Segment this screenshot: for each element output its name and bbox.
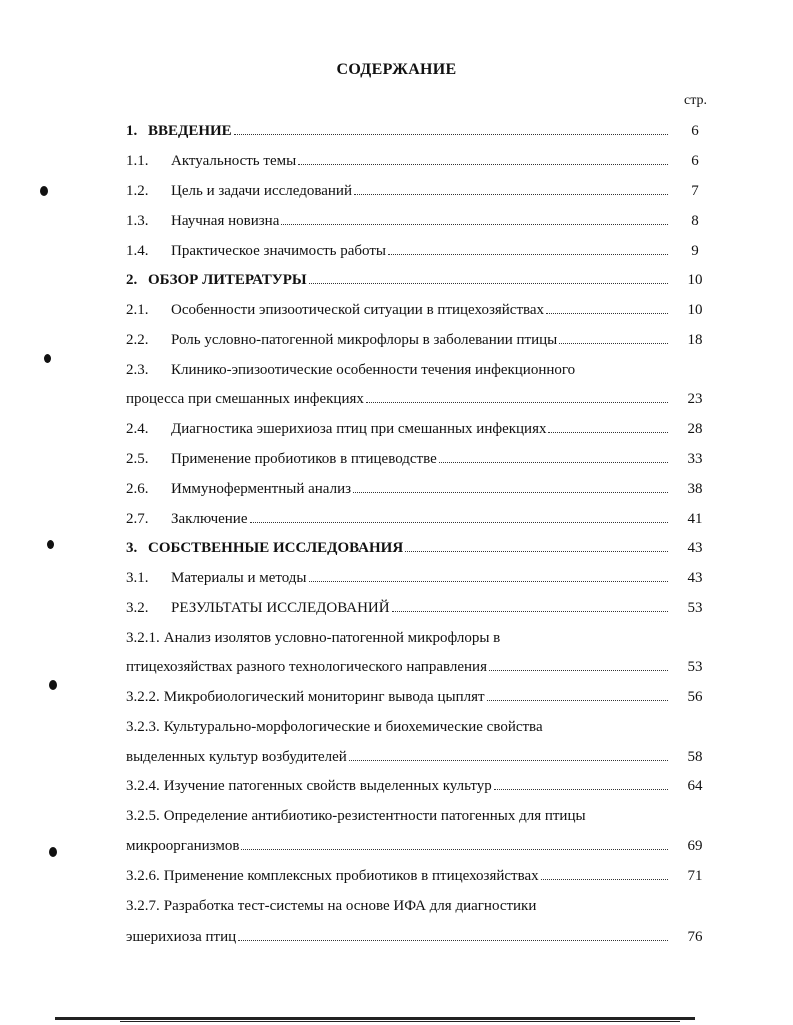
page-bottom-edge [55, 1017, 695, 1020]
toc-entry [126, 359, 706, 379]
page-column-label: стр. [684, 93, 708, 108]
toc-entry [126, 686, 706, 706]
toc-entry-continuation [126, 926, 706, 946]
leader-dots [392, 611, 668, 612]
toc-entry-page: 33 [687, 451, 703, 467]
toc-entry-text: Разработка тест-системы на основе ИФА для диагностики [163, 898, 537, 914]
toc-entry-text: Микробиологический мониторинг вывода цыплят [163, 689, 485, 705]
toc-entry-text: Применение пробиотиков в птицеводстве [171, 451, 437, 467]
toc-entry-page: 43 [687, 570, 703, 586]
toc-entry-number: 3.2.5. [126, 808, 160, 824]
toc-entry [126, 865, 706, 885]
toc-entry-page: 7 [691, 183, 699, 199]
leader-dots [366, 402, 668, 403]
toc-entry-text: Заключение [171, 511, 248, 527]
binder-hole-mark [47, 540, 54, 549]
toc-entry-number: 3.2.2. [126, 689, 160, 705]
leader-dots [353, 492, 668, 493]
toc-entry-page: 41 [687, 511, 703, 527]
toc-entry-text: ОБЗОР ЛИТЕРАТУРЫ [148, 272, 307, 288]
toc-entry [126, 627, 706, 647]
toc-entry-text: Особенности эпизоотической ситуации в птицехозяйствах [171, 302, 545, 318]
toc-entry-page: 10 [687, 272, 703, 288]
toc-entry-text: Практическое значимость работы [171, 243, 386, 259]
toc-entry-text: Цель и задачи исследований [171, 183, 352, 199]
toc-entry-page: 76 [687, 929, 703, 945]
toc-entry-number: 2.4. [126, 421, 149, 437]
toc-entry-number: 3. [126, 540, 138, 556]
toc-entry-text: Диагностика эшерихиоза птиц при смешанных инфекциях [171, 421, 547, 437]
toc-entry [126, 418, 706, 438]
toc-entry-page: 53 [687, 659, 703, 675]
toc-entry [126, 597, 706, 617]
toc-entry-number: 1.3. [126, 213, 149, 229]
leader-dots [309, 283, 668, 284]
toc-entry-page: 9 [691, 243, 699, 259]
toc-entry-number: 1. [126, 123, 138, 139]
leader-dots [439, 462, 668, 463]
toc-entry-number: 2.5. [126, 451, 149, 467]
toc-entry [126, 210, 706, 230]
toc-entry [126, 537, 706, 557]
toc-entry-page: 6 [691, 123, 699, 139]
page-bottom-edge-shadow [120, 1021, 680, 1022]
leader-dots [559, 343, 668, 344]
toc-entry-page: 56 [687, 689, 703, 705]
toc-entry-number: 3.2. [126, 600, 149, 616]
toc-entry-page: 8 [691, 213, 699, 229]
leader-dots [405, 551, 668, 552]
toc-entry-page: 64 [687, 778, 703, 794]
toc-entry [126, 329, 706, 349]
toc-entry-text: Изучение патогенных свойств выделенных культур [163, 778, 492, 794]
toc-entry-page: 53 [687, 600, 703, 616]
toc-entry [126, 299, 706, 319]
toc-entry-text-continued: процесса при смешанных инфекциях [126, 391, 364, 407]
toc-entry-page: 18 [687, 332, 703, 348]
toc-entry-page: 38 [687, 481, 703, 497]
toc-entry-continuation [126, 835, 706, 855]
toc-entry [126, 240, 706, 260]
leader-dots [388, 254, 668, 255]
toc-entry [126, 895, 706, 915]
leader-dots [241, 849, 668, 850]
toc-entry [126, 567, 706, 587]
toc-entry [126, 150, 706, 170]
binder-hole-mark [49, 847, 57, 857]
toc-entry [126, 448, 706, 468]
toc-entry-number: 3.2.7. [126, 898, 160, 914]
toc-entry-text: Культурально-морфологические и биохемические свойства [163, 719, 543, 735]
toc-entry-text: СОБСТВЕННЫЕ ИССЛЕДОВАНИЯ [148, 540, 404, 556]
toc-entry-text: Материалы и методы [171, 570, 307, 586]
toc-entry-page: 43 [687, 540, 703, 556]
toc-entry [126, 805, 706, 825]
binder-hole-mark [44, 354, 51, 363]
toc-entry-number: 1.4. [126, 243, 149, 259]
toc-entry-text: Роль условно-патогенной микрофлоры в заболевании птицы [171, 332, 558, 348]
toc-entry-text: Научная новизна [171, 213, 280, 229]
toc-entry-continuation [126, 656, 706, 676]
toc-entry-number: 1.1. [126, 153, 149, 169]
toc-entry-text: Актуальность темы [171, 153, 297, 169]
leader-dots [238, 940, 668, 941]
toc-entry-number: 3.2.3. [126, 719, 160, 735]
toc-entry-page: 58 [687, 749, 703, 765]
toc-title: СОДЕРЖАНИЕ [336, 61, 457, 78]
toc-entry-number: 2.6. [126, 481, 149, 497]
toc-entry [126, 478, 706, 498]
toc-entry-number: 3.2.6. [126, 868, 160, 884]
toc-entry-page: 71 [687, 868, 703, 884]
toc-entry-number: 1.2. [126, 183, 149, 199]
toc-entry [126, 120, 706, 140]
toc-entry-text-continued: эшерихиоза птиц [126, 929, 237, 945]
leader-dots [234, 134, 668, 135]
leader-dots [548, 432, 668, 433]
toc-entry-page: 69 [687, 838, 703, 854]
leader-dots [298, 164, 668, 165]
toc-entry-continuation [126, 388, 706, 408]
toc-entry-text: Применение комплексных пробиотиков в птицехозяйствах [163, 868, 539, 884]
toc-entry-text: Иммуноферментный анализ [171, 481, 352, 497]
toc-entry [126, 508, 706, 528]
toc-entry-text: Анализ изолятов условно-патогенной микрофлоры в [163, 630, 501, 646]
binder-hole-mark [40, 186, 48, 196]
toc-entry-page: 28 [687, 421, 703, 437]
toc-entry-number: 3.1. [126, 570, 149, 586]
leader-dots [250, 522, 669, 523]
leader-dots [494, 789, 668, 790]
toc-entry-number: 2.1. [126, 302, 149, 318]
toc-entry-number: 3.2.4. [126, 778, 160, 794]
leader-dots [541, 879, 668, 880]
leader-dots [354, 194, 668, 195]
toc-entry-number: 2.3. [126, 362, 149, 378]
leader-dots [546, 313, 668, 314]
leader-dots [281, 224, 668, 225]
toc-entry-page: 6 [691, 153, 699, 169]
toc-entry-text: ВВЕДЕНИЕ [148, 123, 232, 139]
toc-entry [126, 775, 706, 795]
toc-entry-page: 10 [687, 302, 703, 318]
leader-dots [489, 670, 668, 671]
toc-entry [126, 180, 706, 200]
leader-dots [309, 581, 668, 582]
toc-entry-text-continued: птицехозяйствах разного технологического направления [126, 659, 487, 675]
toc-entry-text-continued: микроорганизмов [126, 838, 240, 854]
toc-entry-text: Клинико-эпизоотические особенности течения инфекционного [171, 362, 576, 378]
toc-entry-number: 2.7. [126, 511, 149, 527]
toc-entry [126, 716, 706, 736]
toc-entry-number: 2. [126, 272, 138, 288]
leader-dots [349, 760, 668, 761]
toc-entry-page: 23 [687, 391, 703, 407]
toc-entry-text-continued: выделенных культур возбудителей [126, 749, 347, 765]
binder-hole-mark [49, 680, 57, 690]
toc-entry-continuation [126, 746, 706, 766]
toc-entry-number: 3.2.1. [126, 630, 160, 646]
toc-entry-number: 2.2. [126, 332, 149, 348]
toc-entry-text: Определение антибиотико-резистентности патогенных для птицы [163, 808, 586, 824]
toc-entry-text: РЕЗУЛЬТАТЫ ИССЛЕДОВАНИЙ [171, 600, 390, 616]
leader-dots [487, 700, 668, 701]
toc-entry [126, 269, 706, 289]
